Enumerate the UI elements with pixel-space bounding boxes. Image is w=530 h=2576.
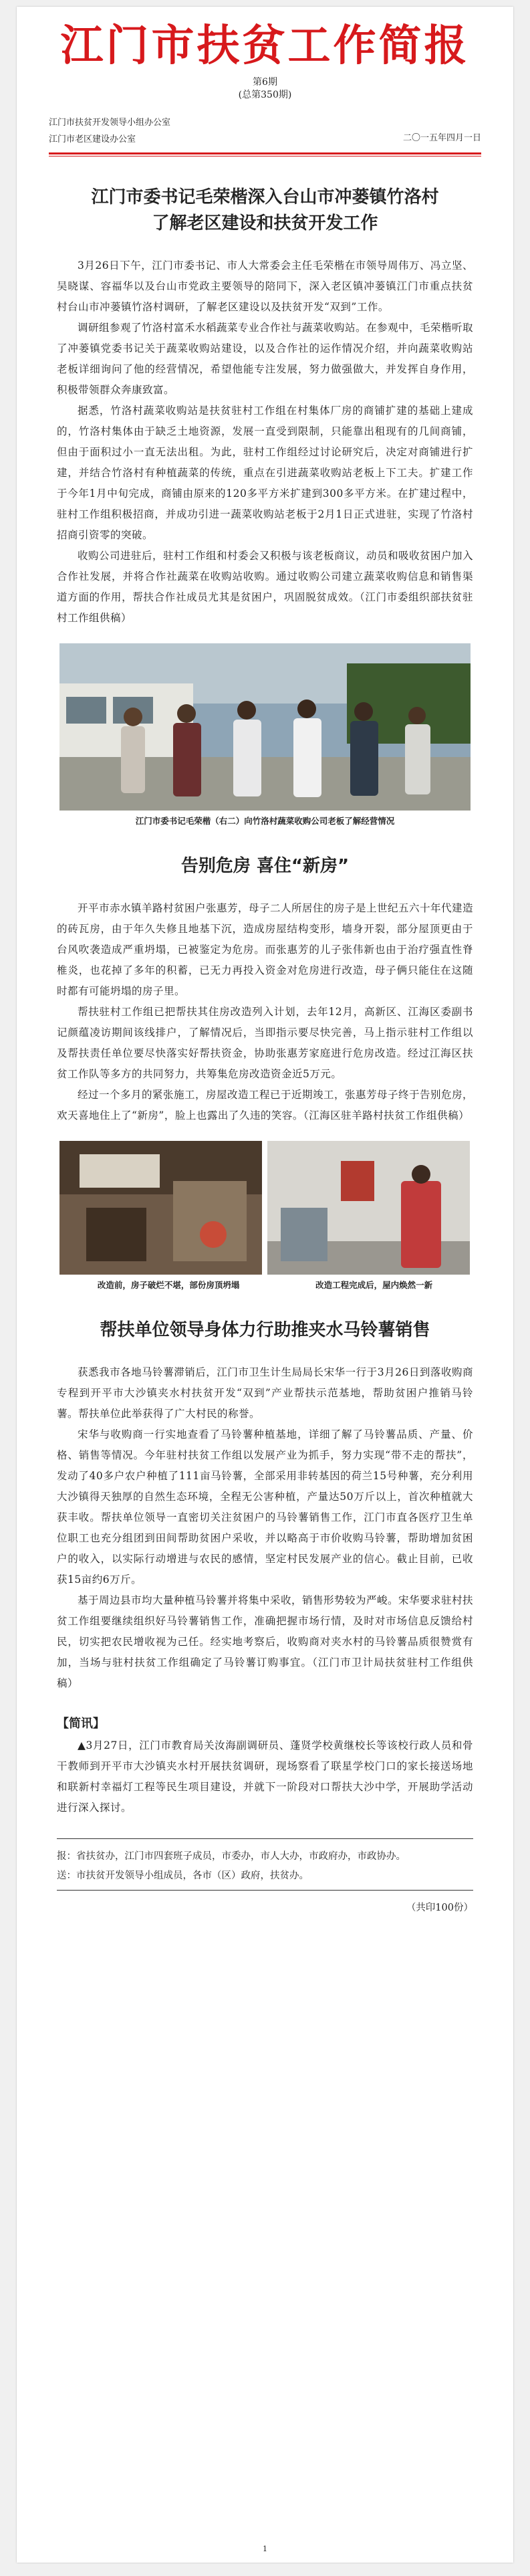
distribution-send-to: 送：市扶贫开发领导小组成员，各市（区）政府，扶贫办。	[57, 1870, 309, 1881]
article1-title-line2: 了解老区建设和扶贫开发工作	[152, 213, 378, 233]
header-divider	[49, 152, 481, 154]
article1-paragraph: 3月26日下午，江门市委书记、市人大常委会主任毛荣楷在市领导周伟万、冯立坚、吴晓谋、容福华以及台山市党政主要领导的陪同下，深入老区镇冲蒌镇江门市重点扶贫村台山市冲蒌镇竹洛村调研，了解老区建设以及扶贫开发“双到”工作。	[57, 259, 473, 313]
issue-info	[17, 76, 513, 102]
bulletin-page	[17, 7, 513, 2563]
before-renovation-photo	[59, 1141, 262, 1275]
article3-paragraph: 获悉我市各地马铃薯滞销后，江门市卫生计生局局长宋华一行于3月26日到落收购商专程到开平市大沙镇夹水村扶贫开发“双到”产业帮扶示范基地，帮助贫困户推销马铃薯。帮扶单位此举获得了广大村民的称誉。	[57, 1366, 473, 1420]
article3-paragraph: 基于周边县市均大量种植马铃薯并将集中采收，销售形势较为严峻。宋华要求驻村扶贫工作组要继续组织好马铃薯销售工作，准确把握市场行情，及时对市场信息反馈给村民，切实把农民增收视为己任。经实地考察后，收购商对夹水村的马铃薯品质很赞赏有加，当场与驻村扶贫工作组确定了马铃薯订购事宜。（江门市卫计局扶贫驻村工作组供稿）	[57, 1594, 474, 1689]
after-caption: 改造工程完成后，屋内焕然一新	[315, 1279, 433, 1290]
article3-paragraph: 宋华与收购商一行实地查看了马铃薯种植基地，详细了解了马铃薯品质、产量、价格、销售等情况。今年驻村扶贫工作组以发展产业为抓手，努力实现“带不走的帮扶”，发动了40多户农户种植了111亩马铃薯，全部采用非转基因的荷兰15号种薯，充分利用大沙镇得天独厚的自然生态环境，全程无公害种植，产量达50万斤以上，首次种植就大获丰收。帮扶单位领导一直密切关注贫困户的马铃薯销售工作，江门市直各医疗卫生单位职工也充分组团到田间帮助贫困户采收，并以略高于市价收购马铃薯，帮助增加贫困户的收入，以实际行动增进与农民的感情，坚定村民发展产业的信心。截止目前，已收获15亩约6万斤。	[57, 1428, 473, 1586]
before-caption: 改造前，房子破烂不堪，部份房顶坍塌	[97, 1279, 240, 1290]
article2-paragraph: 开平市赤水镇羊路村贫困户张惠芳，母子二人所居住的房子是上世纪五六十年代建造的砖瓦房，由于年久失修且地基下沉，造成房屋结构变形，墙身开裂，部分屋顶更由于台风吹袭造成严重坍塌，已被鉴定为危房。而张惠芳的儿子张伟新也由于治疗强直性脊椎炎，也花掉了多年的积蓄，已无力再投入资金对危房进行改造，母子俩只能住在这随时都有可能坍塌的房子里。	[57, 901, 474, 997]
article1-title	[57, 185, 473, 237]
article2-title: 告别危房 喜住“新房”	[180, 855, 350, 876]
article2-photo-captions	[59, 1279, 471, 1291]
distribution-list	[57, 1847, 473, 1886]
article2-paragraph: 经过一个多月的紧张施工，房屋改造工程已于近期竣工，张惠芳母子终于告别危房，欢天喜地住上了“新房”，脸上也露出了久违的笑容。（江海区驻羊路村扶贫工作组供稿）	[57, 1088, 474, 1121]
article1-photo	[59, 643, 471, 811]
publisher-org2: 江门市老区建设办公室	[49, 134, 136, 144]
article3-title: 帮扶单位领导身体力行助推夹水马铃薯销售	[100, 1319, 430, 1340]
article2-paragraph: 帮扶驻村工作组已把帮扶其住房改造列入计划，去年12月，高新区、江海区委副书记颜蕴凌访期间该线排户，了解情况后，当即指示要尽快完善，马上指示驻村工作组以及帮扶责任单位要尽快落实好帮扶资金，协助张惠芳家庭进行危房改造。经过江海区扶贫工作队等多方的共同努力，共筹集危房改造资金近5万元。	[57, 1005, 473, 1080]
article1-title-line1: 江门市委书记毛荣楷深入台山市冲蒌镇竹洛村	[91, 187, 439, 207]
footer-divider-lower	[57, 1890, 473, 1891]
publish-date: 二〇一五年四月一日	[402, 132, 481, 143]
publisher-block	[49, 115, 481, 148]
publisher-org1: 江门市扶贫开发领导小组办公室	[49, 118, 171, 128]
footer-divider	[57, 1838, 473, 1839]
article1-photo-caption: 江门市委书记毛荣楷（右二）向竹洛村蔬菜收购公司老板了解经营情况	[135, 815, 395, 826]
distribution-report-to: 报：省扶贫办，江门市四套班子成员，市委办，市人大办，市政府办，市政协办。	[57, 1850, 406, 1862]
brief-news-text: ▲3月27日，江门市教育局关汝海副调研员、蓬贤学校黄继校长等该校行政人员和骨干教师到开平市大沙镇夹水村开展扶贫调研，现场察看了联星学校门口的家长接送场地和联新村幸福灯工程等民生项目建设，并就下一阶段对口帮扶大沙中学，开展助学活动进行深入探讨。	[57, 1739, 473, 1814]
print-count: （共印100份）	[406, 1902, 473, 1913]
article1-paragraph: 收购公司进驻后，驻村工作组和村委会又积极与该老板商议，动员和吸收贫困户加入合作社发展，并将合作社蔬菜在收购站收购。通过收购公司建立蔬菜收购信息和销售渠道方面的作用，帮扶合作社成员尤其是贫困户，巩固脱贫成效。（江门市委组织部扶贫驻村工作组供稿）	[57, 549, 474, 624]
page-number: 1	[263, 2545, 267, 2553]
article1-paragraph: 调研组参观了竹洛村富禾水稻蔬菜专业合作社与蔬菜收购站。在参观中，毛荣楷听取了冲蒌镇党委书记关于蔬菜收购站建设，以及合作社的运作情况介绍，并向蔬菜收购站老板详细询问了他的经营情况，希望他能专注发展，努力做强做大，并发挥自身作用，积极带领群众奔康致富。	[57, 321, 474, 396]
issue-total: (总第350期)	[238, 90, 292, 101]
article2-photos	[59, 1141, 471, 1275]
bulletin-masthead: 江门市扶贫工作简报	[60, 21, 470, 71]
brief-news-heading: 【简讯】	[57, 1716, 105, 1731]
issue-number: 第6期	[253, 77, 277, 88]
article1-paragraph: 据悉，竹洛村蔬菜收购站是扶贫驻村工作组在村集体厂房的商铺扩建的基础上建成的，竹洛村集体由于缺乏土地资源，发展一直受到限制，只能靠出租现有的几间商铺，但由于面积过小一直无法出租。为此，驻村工作组经过讨论研究后，决定对商铺进行扩建，并结合竹洛村有种植蔬菜的传统，重点在引进蔬菜收购站老板上下工夫。扩建工作于今年1月中旬完成，商铺由原来的120多平方米扩建到300多平方米。在扩建过程中，驻村工作组积极招商，并成功引进一蔬菜收购站老板于2月1日正式进驻，实现了竹洛村招商引资零的突破。	[57, 404, 473, 541]
after-renovation-photo	[267, 1141, 470, 1275]
